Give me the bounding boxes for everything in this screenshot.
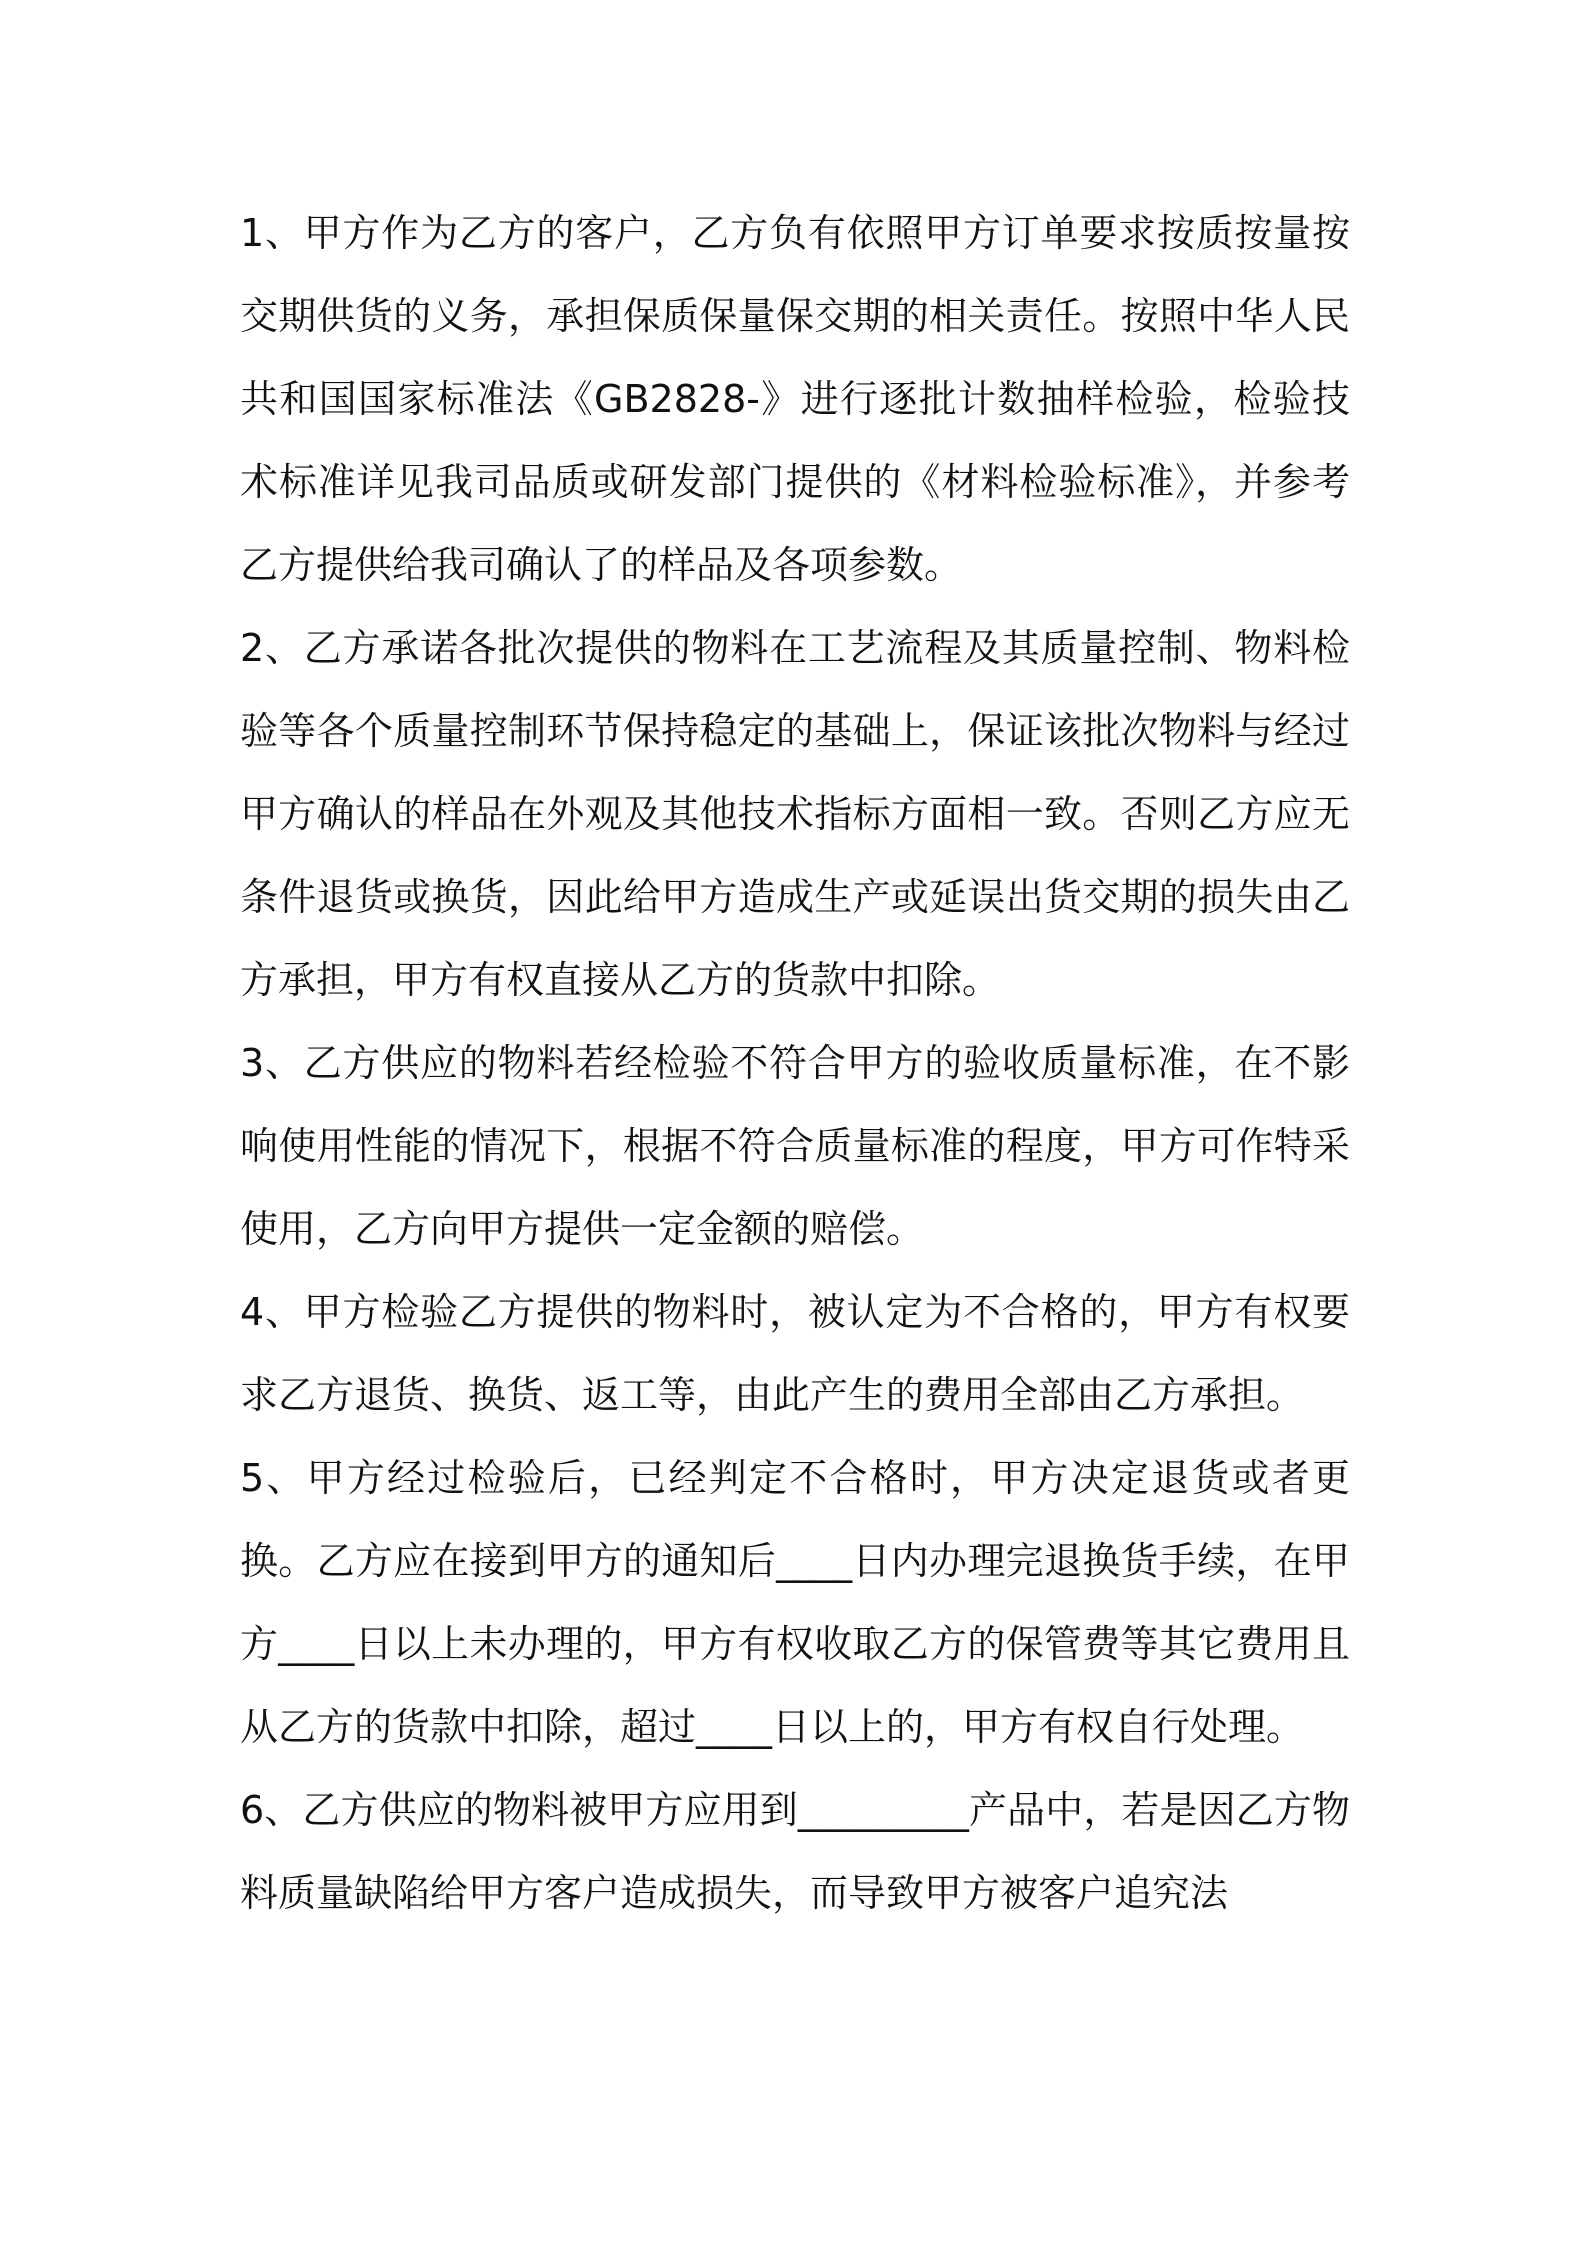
document-page bbox=[240, 192, 1350, 1935]
clause-1: 1、甲方作为乙方的客户，乙方负有依照甲方订单要求按质按量按交期供货的义务，承担保质保量保交期的相关责任。按照中华人民共和国国家标准法《GB2828-》进行逐批计数抽样检验，检验技术标准详见我司品质或研发部门提供的《材料检验标准》，并参考乙方提供给我司确认了的样品及各项参数。 bbox=[240, 211, 1350, 587]
clause-4: 4、甲方检验乙方提供的物料时，被认定为不合格的，甲方有权要求乙方退货、换货、返工等，由此产生的费用全部由乙方承担。 bbox=[240, 1290, 1350, 1417]
clause-6: 6、乙方供应的物料被甲方应用到_________产品中，若是因乙方物料质量缺陷给甲方客户造成损失，而导致甲方被客户追究法 bbox=[240, 1788, 1350, 1915]
clause-5: 5、甲方经过检验后，已经判定不合格时，甲方决定退货或者更换。乙方应在接到甲方的通知后____日内办理完退换货手续，在甲方____日以上未办理的，甲方有权收取乙方的保管费等其它费用且从乙方的货款中扣除，超过____日以上的，甲方有权自行处理。 bbox=[240, 1456, 1350, 1749]
clause-3: 3、乙方供应的物料若经检验不符合甲方的验收质量标准，在不影响使用性能的情况下，根据不符合质量标准的程度，甲方可作特采使用，乙方向甲方提供一定金额的赔偿。 bbox=[240, 1041, 1350, 1251]
clause-2: 2、乙方承诺各批次提供的物料在工艺流程及其质量控制、物料检验等各个质量控制环节保持稳定的基础上，保证该批次物料与经过甲方确认的样品在外观及其他技术指标方面相一致。否则乙方应无条件退货或换货，因此给甲方造成生产或延误出货交期的损失由乙方承担，甲方有权直接从乙方的货款中扣除。 bbox=[240, 626, 1350, 1002]
